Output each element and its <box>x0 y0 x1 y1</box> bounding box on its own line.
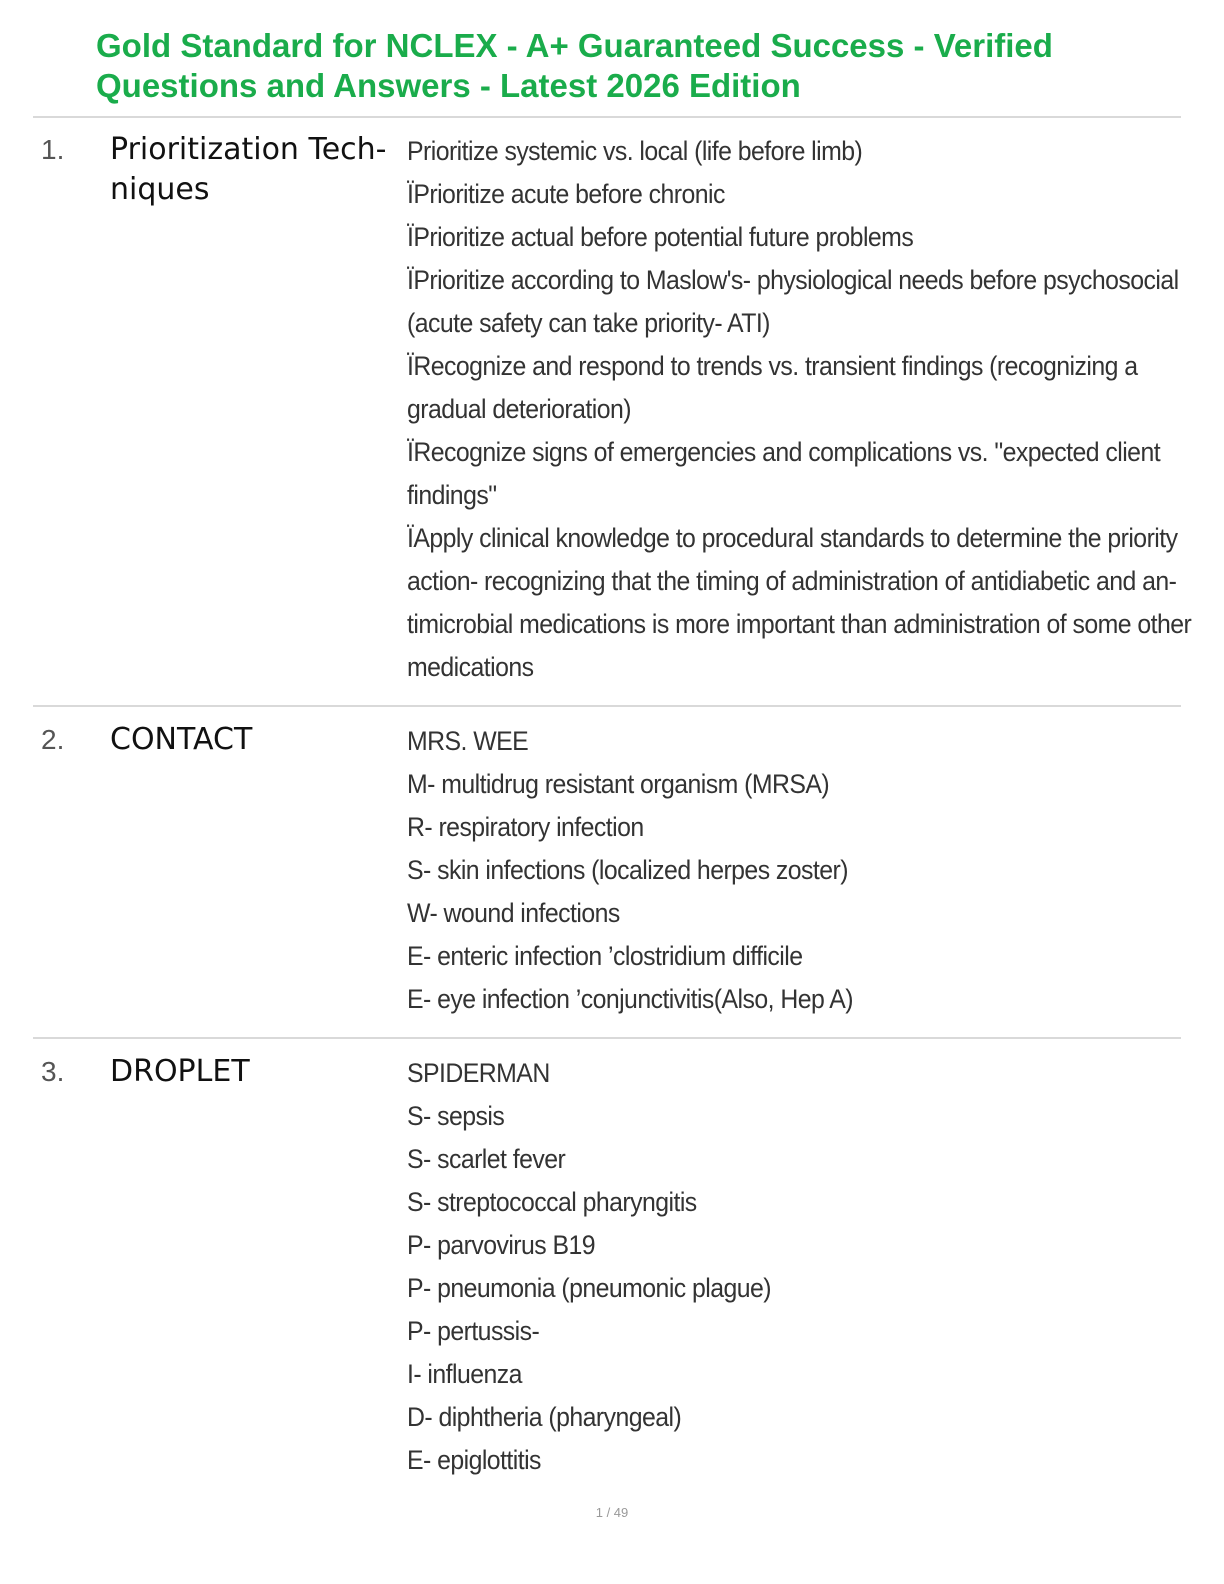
definition-line: P- pertussis- <box>407 1316 540 1346</box>
entry-number: 3. <box>41 1056 65 1087</box>
definition-line: E- eye infection ’conjunctivitis(Also, Hep A) <box>407 984 853 1014</box>
definition-line: P- pneumonia (pneumonic plague) <box>407 1273 772 1303</box>
definition-line: SPIDERMAN <box>407 1058 550 1088</box>
definition-line: ÏPrioritize acute before chronic <box>407 179 725 209</box>
entry-definition <box>407 1052 1106 1482</box>
definition-line: R- respiratory infection <box>407 812 644 842</box>
definition-line: ÏRecognize and respond to trends vs. transient findings (recognizing a <box>407 351 1138 381</box>
entry-term: Prioritization Tech- niques <box>110 132 387 207</box>
definition-line: D- diphtheria (pharyngeal) <box>407 1402 682 1432</box>
definition-line: gradual deterioration) <box>407 394 631 424</box>
definition-line: ÏRecognize signs of emergencies and complications vs. "expected client <box>407 437 1161 467</box>
definition-line: S- skin infections (localized herpes zoster) <box>407 855 848 885</box>
entry-term: DROPLET <box>110 1054 250 1089</box>
definition-line: S- scarlet fever <box>407 1144 566 1174</box>
entry-term: CONTACT <box>110 722 253 757</box>
definition-line: E- enteric infection ’clostridium difficile <box>407 941 803 971</box>
page-number: 1 / 49 <box>595 1505 629 1520</box>
definition-line: action- recognizing that the timing of administration of antidiabetic and an- <box>407 566 1177 596</box>
definition-line: medications <box>407 652 534 682</box>
entry-divider <box>33 705 1181 707</box>
definition-line: S- streptococcal pharyngitis <box>407 1187 697 1217</box>
definition-line: I- influenza <box>407 1359 522 1389</box>
definition-line: MRS. WEE <box>407 726 529 756</box>
definition-line: ÏPrioritize according to Maslow's- physiological needs before psychosocial <box>407 265 1179 295</box>
definition-line: P- parvovirus B19 <box>407 1230 596 1260</box>
entry-divider <box>33 1037 1181 1039</box>
title-divider <box>33 116 1181 118</box>
definition-line: ÏApply clinical knowledge to procedural standards to determine the priority <box>407 523 1178 553</box>
definition-line: M- multidrug resistant organism (MRSA) <box>407 769 830 799</box>
document-title: Gold Standard for NCLEX - A+ Guaranteed Success - Verified Questions and Answers - Latest 2026 Edition <box>96 27 1053 104</box>
definition-line: (acute safety can take priority- ATI) <box>407 308 770 338</box>
definition-line: W- wound infections <box>407 898 620 928</box>
definition-line: ÏPrioritize actual before potential future problems <box>407 222 914 252</box>
definition-line: Prioritize systemic vs. local (life before limb) <box>407 136 863 166</box>
definition-line: timicrobial medications is more important than administration of some other <box>407 609 1192 639</box>
definition-line: E- epiglottitis <box>407 1445 541 1475</box>
entry-number: 2. <box>41 724 65 755</box>
entry-definition <box>407 720 1106 1021</box>
definition-line: findings" <box>407 480 497 510</box>
definition-line: S- sepsis <box>407 1101 505 1131</box>
entry-number: 1. <box>41 134 65 165</box>
entry-definition <box>407 130 1192 689</box>
